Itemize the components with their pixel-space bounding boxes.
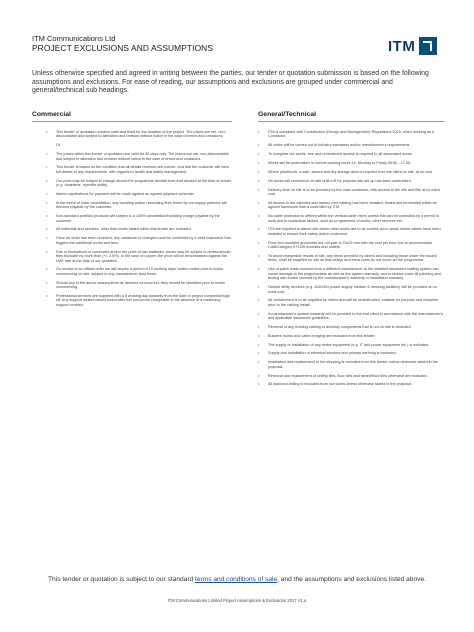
technical-list-item: • Use of patch leads sourced from a different manufacturer to the installed structured cabling system can cause damage to the plugs/sockets as well as the system warranty, and to reduce costs all patching and testing will remain covered by the manufacturer's warranty or installation warranty. <box>258 267 444 280</box>
technical-list-item: • Supply and installation of electrical services and primary earthing is excluded. <box>258 351 444 355</box>
commercial-list-item: • The prices within this tender or quotation are valid for 30 days only. The prices are net, non-discountable and subject to alteration and revision without notice in the case of errors and omissions. <box>46 152 232 161</box>
technical-list-item: • Installation and replacement of the stripping is excluded from this tender unless otherwise stated in the proposal. <box>258 360 444 369</box>
technical-list-item: • Works will be undertaken in normal working hours i.e. Monday to Friday 08:00 - 17:00. <box>258 161 444 165</box>
technical-heading: General/Technical <box>258 111 317 118</box>
commercial-list-item: • Professional services are supplied with a 5 working day warranty from the date of project completion/sign off. Any support related issues found after this period are chargeable in the absence of a continuing support contract. <box>46 294 232 307</box>
technical-list-item: • ITM is compliant with Construction (Design and Management) Regulations 2015, when working as a Contractor. <box>258 130 444 139</box>
itm-logo <box>388 35 437 57</box>
technical-list-item: • To avoid chargeable results of site, any items provided by others and including those under the issued items, shall be supplied on site so that delays and extra costs do not occur on the programme. <box>258 254 444 263</box>
commercial-list-item: • Our price may be subject to change should the programme deviate from that advised at the time of tender (e.g. downtime, reprofile shifts). <box>46 179 232 188</box>
commercial-list-item: • This tender or quotation remains valid and fixed for the duration of the project. The prices are net, non-discountable and subject to alteration and revision without notice in the case of errors and omissions. <box>46 130 232 139</box>
logo-mark-icon <box>419 37 437 55</box>
page-title: PROJECT EXCLUSIONS AND ASSUMPTIONS <box>32 43 214 53</box>
technical-list-item: • To complete our works, free and unrestricted access is required to all associated areas. <box>258 152 444 156</box>
technical-list-item: • Where plant/tools, a safe, secure and dry storage area is required from the client on site, at no cost. <box>258 170 444 174</box>
footer-text-before: This tender or quotation is subject to our standard <box>48 576 196 583</box>
company-name: ITM Communications Ltd <box>32 34 116 43</box>
footer-text-after: , and the assumptions and exclusions listed above. <box>277 576 426 583</box>
technical-list-item: • All containment is to be supplied by others and will be unobstructed, suitable for purpose and complete prior to the cabling install. <box>258 298 444 307</box>
footer-statement <box>0 576 474 583</box>
technical-list <box>258 130 444 387</box>
technical-list-item: • A manufacturer's system warranty will be provided to the end client in accordance with the manufacturer's and applicable assurance guidelines. <box>258 312 444 321</box>
commercial-divider <box>32 121 232 122</box>
technical-list-item: • Removal of any existing cabling or ancillary components that is not on site is excluded. <box>258 325 444 329</box>
commercial-list-item: • Should any of the above assumptions be deemed as incorrect, they should be identified prior to works commencing. <box>46 281 232 290</box>
commercial-list-item: • Interim applications for payment will be made against an agreed payment schedule. <box>46 192 232 196</box>
technical-list-item: • All diamond drilling is excluded from our works unless otherwise stated in the proposal. <box>258 382 444 386</box>
technical-list-item: • Removal and replacement of ceiling tiles, floor tiles and raised/floor tiles otherwise are excluded. <box>258 374 444 378</box>
commercial-list-item: • All materials and services, other than those stated within this tender are excluded. <box>46 227 232 231</box>
commercial-list-item: • Due to fluctuations in currencies and/or the price of raw materials, prices may be subject to review should they fluctuate by more than (+/- 2.5%). In the case of copper, the price will be benchmarked against the LME rate at the date of our quotation. <box>46 250 232 263</box>
document-header <box>32 34 213 54</box>
intro-paragraph: Unless otherwise specified and agreed in writing between the parties, our tender or quotation submission is based on the following assumptions and exclusions. For ease of reading, our assumptions and exclusions are grouped under commercial and general/technical sub headings. <box>32 70 429 94</box>
technical-list-item: • Builders' works and cable bridging are excluded from this tender. <box>258 334 444 338</box>
technical-list-item: • No works will commence on site until a fit for purpose site set up has been undertaken. <box>258 179 444 183</box>
technical-list-item: • The supply or installation of any active equipment (e.g. IT and power equipment etc.) is excluded. <box>258 343 444 347</box>
commercial-heading: Commercial <box>32 111 71 118</box>
technical-list-item: • All works will be carried out to industry standards and/or manufacturer's requirements. <box>258 143 444 147</box>
commercial-list-item: • On receipt of an official order we will require a period of 10 working days' written notice prior to works commencing on site, subject to any manufacturer lead times. <box>46 267 232 276</box>
document-reference: ITM Communications Limited Project Assumptions & Exclusions 2017 V1.a <box>167 598 307 603</box>
commercial-column <box>46 130 232 312</box>
commercial-list-item: • Non-standard portfolio products will subject to a 100% cancellation/handling charge payable by the customer. <box>46 214 232 223</box>
technical-divider <box>258 121 444 122</box>
technical-list-item: • No cable protection is offered within the vertical cable risers unless this can be controlled by a permit to work due to hazardous factors, such as programmes of works, other services etc. <box>258 214 444 223</box>
logo-text: ITM <box>388 37 416 55</box>
technical-list-item: • Floor box mounted grommets are not part of 23x23 mm with the cost per floor box to accommodate Cat6/Category 6 RJ45 modules and outlets. <box>258 241 444 250</box>
technical-list-item: • Normal utility services (e.g. 110/240v power supply, welfare & messing facilities) will be provided at no extra cost. <box>258 285 444 294</box>
technical-list-item: • ITM are required to attend site where other works are to be carried out in areas where cables have been installed to ensure their safety and/or protection. <box>258 227 444 236</box>
technical-list-item: • All access to the cabinets and frames core cabling has been installed, tested and terminated within an agreed framework that is controlled by ITM. <box>258 201 444 210</box>
terms-link[interactable]: terms and conditions of sale <box>195 576 278 583</box>
commercial-list-item: • Once an order has been received, any variations or changes must be confirmed by a valid instruction that triggers the additional works and fees. <box>46 236 232 245</box>
commercial-list-item: • This tender is based on the condition that all details received are correct, and that the customer will have full details of any requirements, with regards to health and safety management. <box>46 165 232 174</box>
commercial-list <box>46 130 232 307</box>
technical-list-item: • Delivery time on site is to be provided by the main contractor, with access to the site and lifts at no extra cost. <box>258 188 444 197</box>
commercial-list-item: Or <box>56 143 61 148</box>
commercial-list-item: • In the event of order cancellation, any handling and/or restocking fees levied by our supply partners will become payable by the customer. <box>46 201 232 210</box>
technical-column <box>258 130 444 391</box>
